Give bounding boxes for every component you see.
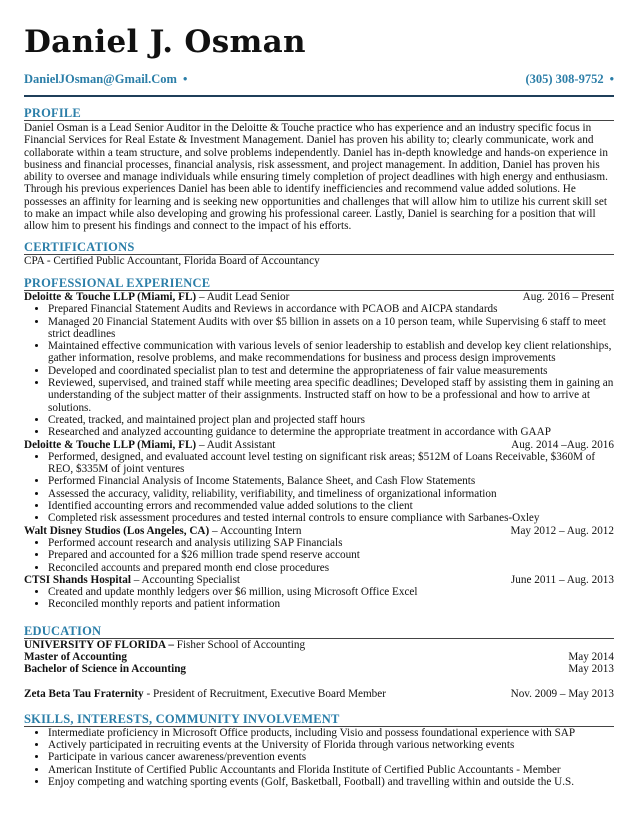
fraternity-row <box>24 688 614 700</box>
school-name: Fisher School of Accounting <box>176 638 306 651</box>
fraternity-role: - President of Recruitment, Executive Board Member <box>143 687 386 700</box>
list-item: • Created, tracked, and maintained project plan and projected staff hours <box>48 414 614 426</box>
degree-title: Bachelor of Science in Accounting <box>24 663 187 676</box>
list-item: • Intermediate proficiency in Microsoft Office products, including Visio and possess foundational experience with SAP <box>48 727 614 739</box>
list-item: • Identified accounting errors and recommended value added solutions to the client <box>48 500 614 512</box>
list-item: • Completed risk assessment procedures and tested internal controls to ensure compliance with Sarbanes-Oxley <box>48 512 614 524</box>
contact-separator: • <box>609 72 614 86</box>
job-title-line <box>24 525 302 537</box>
employer: Deloitte & Touche LLP (Miami, FL) <box>24 290 197 303</box>
skills-section <box>24 713 614 788</box>
phone-link[interactable]: (305) 308-9752 <box>525 72 604 86</box>
email-group <box>24 72 187 87</box>
job-role: – Audit Lead Senior <box>196 290 290 303</box>
employer: CTSI Shands Hospital <box>24 573 131 586</box>
education-section <box>24 625 614 700</box>
contact-separator: • <box>182 72 188 86</box>
list-item: • Created and update monthly ledgers over $6 million, using Microsoft Office Excel <box>48 586 614 598</box>
section-heading-skills: SKILLS, INTERESTS, COMMUNITY INVOLVEMENT <box>24 713 614 727</box>
list-item: • Actively participated in recruiting events at the University of Florida through various networking events <box>48 739 614 751</box>
fraternity-line <box>24 688 386 700</box>
job-dates: Aug. 2014 –Aug. 2016 <box>511 438 614 451</box>
job-role: – Accounting Intern <box>209 524 302 537</box>
university-line <box>24 639 614 651</box>
certification-item: CPA - Certified Public Accountant, Florida Board of Accountancy <box>24 254 320 267</box>
list-item: • Reconciled monthly reports and patient information <box>48 598 614 610</box>
job-role: – Accounting Specialist <box>130 573 241 586</box>
list-item: • Enjoy competing and watching sporting events (Golf, Basketball, Football) and travelling within and outside the U.S. <box>48 776 614 788</box>
job-dates: Aug. 2016 – Present <box>522 290 614 303</box>
section-heading-experience: PROFESSIONAL EXPERIENCE <box>24 277 614 291</box>
list-item: • Assessed the accuracy, validity, reliability, verifiability, and timeliness of organizational information <box>48 488 614 500</box>
list-item: • Performed account research and analysis utilizing SAP Financials <box>48 537 614 549</box>
degree-row <box>24 651 614 663</box>
job-bullets <box>24 586 614 611</box>
section-heading-profile: PROFILE <box>24 107 614 121</box>
job-title-line <box>24 291 289 303</box>
list-item: • Performed, designed, and evaluated account level testing on significant risk areas; $512M of Loans Receivable, $360M of REO, $335M of joint ventures <box>48 451 614 476</box>
list-item: • Performed Financial Analysis of Income Statements, Balance Sheet, and Cash Flow Statements <box>48 475 614 487</box>
certifications-section <box>24 241 614 267</box>
degree-date: May 2014 <box>568 650 614 663</box>
job-dates: June 2011 – Aug. 2013 <box>510 573 614 586</box>
job-entry <box>24 525 614 574</box>
job-header <box>24 439 614 451</box>
job-entry <box>24 439 614 525</box>
skills-bullets <box>24 727 614 788</box>
experience-section <box>24 277 614 611</box>
header-divider <box>24 95 614 97</box>
email-link[interactable]: DanielJOsman@Gmail.Com <box>24 72 177 86</box>
employer: Walt Disney Studios (Los Angeles, CA) <box>24 524 210 537</box>
employer: Deloitte & Touche LLP (Miami, FL) <box>24 438 197 451</box>
job-bullets <box>24 303 614 438</box>
list-item: • American Institute of Certified Public Accountants and Florida Institute of Certified Public Accountants - Member <box>48 764 614 776</box>
list-item: • Managed 20 Financial Statement Audits with over $5 billion in assets on a 10 person team, while Supervising 6 staff to meet strict deadlines <box>48 316 614 341</box>
list-item: • Prepared and accounted for a $26 million trade spend reserve account <box>48 549 614 561</box>
profile-section <box>24 107 614 233</box>
job-header <box>24 525 614 537</box>
job-title-line <box>24 439 275 451</box>
section-heading-education: EDUCATION <box>24 625 614 639</box>
degree-row <box>24 663 614 675</box>
section-heading-certifications: CERTIFICATIONS <box>24 241 614 255</box>
list-item: • Reviewed, supervised, and trained staff while meeting area specific deadlines; Developed staff by assisting them in gaining an understanding of the subject matter of their assignments. Instructed staff on how to be a professional and how to arrive at solutions. <box>48 377 614 414</box>
candidate-name: Daniel J. Osman <box>24 24 306 60</box>
degree-date: May 2013 <box>568 663 614 676</box>
job-bullets <box>24 451 614 525</box>
list-item: • Researched and analyzed accounting guidance to determine the appropriate treatment in accordance with GAAP <box>48 426 614 438</box>
job-entry <box>24 574 614 611</box>
degree-title: Master of Accounting <box>24 650 127 663</box>
fraternity-dates: Nov. 2009 – May 2013 <box>510 687 614 700</box>
job-title-line <box>24 574 240 586</box>
profile-text: Daniel Osman is a Lead Senior Auditor in the Deloitte & Touche practice who has experience and an industry specific focus in Financial Services for Real Estate & Investment Management. Daniel has proven his ability to; clearly communicate, work and collaborate within a team structure, and solve problems independently. Daniel has in-depth knowledge and hands-on experience in business and financial processes, financial analysis, risk assessment, and project management. In addition, Daniel has proven his ability to oversee and manage individuals while ensuring timely completion of project deadlines with high energy and enthusiasm. Through his previous experiences Daniel has been able to identify inefficiencies and recommend value added solutions. He possesses an affinity for learning and is seeking new opportunities and challenges that will allow him to utilize his current skill set to make an impact while also developing and growing his professional career. Lastly, Daniel is searching for a position that will allow him to present his findings and connect to the impact of his efforts. <box>24 122 608 233</box>
job-role: – Audit Assistant <box>196 438 276 451</box>
university-name: UNIVERSITY OF FLORIDA – <box>24 638 177 651</box>
job-dates: May 2012 – Aug. 2012 <box>510 524 614 537</box>
job-bullets <box>24 537 614 574</box>
job-header <box>24 574 614 586</box>
job-header <box>24 291 614 303</box>
list-item: • Prepared Financial Statement Audits and Reviews in accordance with PCAOB and AICPA standards <box>48 303 614 315</box>
contact-line <box>24 72 614 87</box>
job-entry <box>24 291 614 439</box>
list-item: • Developed and coordinated specialist plan to test and determine the appropriateness of fair value measurements <box>48 365 614 377</box>
phone-group <box>525 72 614 87</box>
list-item: • Participate in various cancer awareness/prevention events <box>48 751 614 763</box>
list-item: • Reconciled accounts and prepared month end close procedures <box>48 562 614 574</box>
list-item: • Maintained effective communication with various levels of senior leadership to establish and develop key client relationships, gather information, resolve problems, and make recommendations for business and process design improvements <box>48 340 614 365</box>
fraternity-name: Zeta Beta Tau Fraternity <box>24 687 144 700</box>
